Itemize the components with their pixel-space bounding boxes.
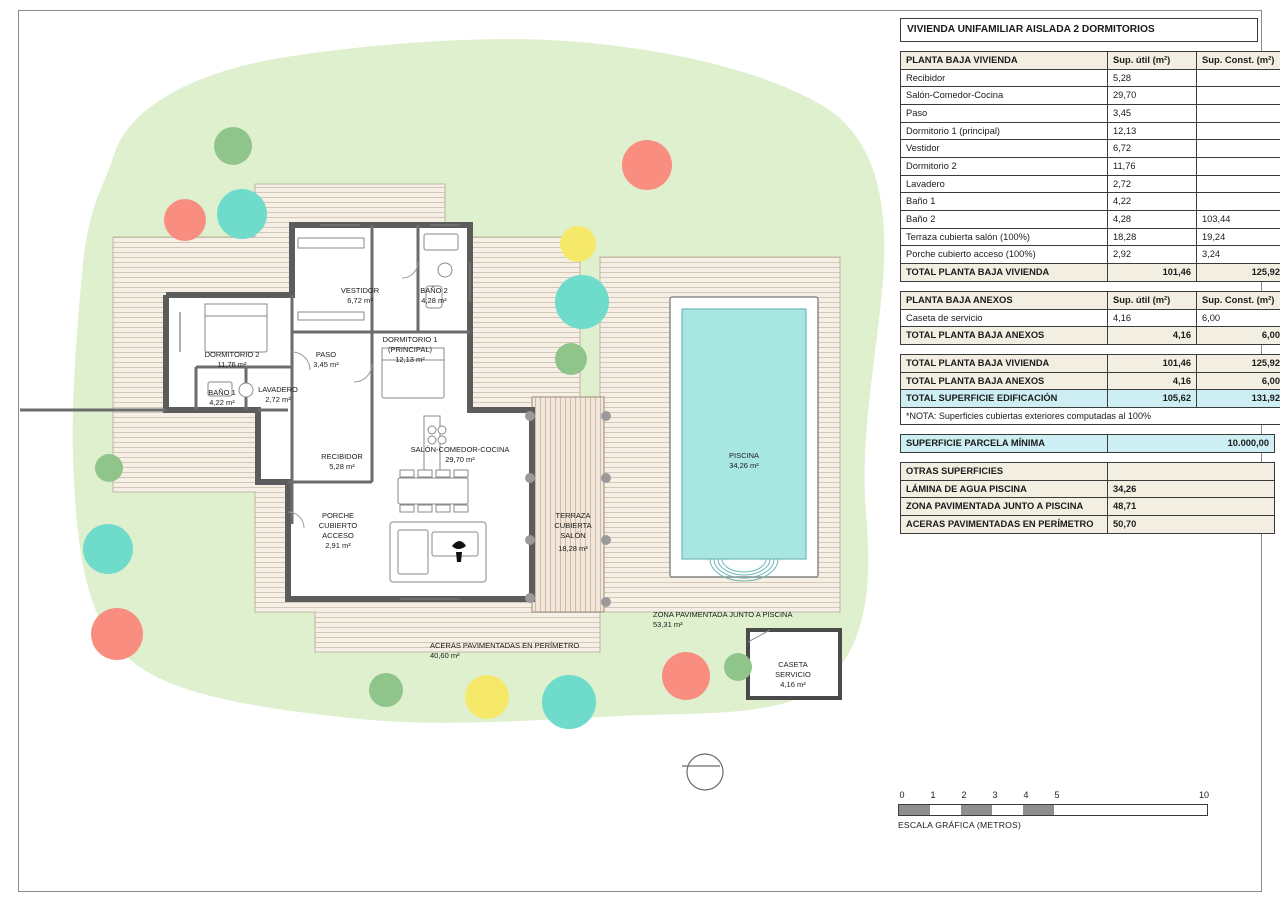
table-total-row: [901, 327, 1280, 345]
label-bano2-area: 4,28 m²: [421, 296, 447, 305]
label-aceras: ACERAS PAVIMENTADAS EN PERÍMETRO: [430, 641, 580, 650]
row-label: TOTAL PLANTA BAJA VIVIENDA: [901, 354, 1108, 372]
row-util: 4,28: [1108, 211, 1197, 229]
table-row: [901, 193, 1280, 211]
label-zona-pav-area: 53,31 m²: [653, 620, 683, 629]
label-piscina-area: 34,26 m²: [729, 461, 759, 470]
label-porche-1: PORCHE: [321, 511, 355, 520]
label-salon: SALÓN-COMEDOR-COCINA: [410, 445, 510, 454]
scale-tick: 10: [1198, 790, 1210, 800]
table-row: [901, 140, 1280, 158]
label-piscina: PISCINA: [728, 451, 760, 460]
label-dormitorio1-area: 12,13 m²: [395, 355, 425, 364]
label-dormitorio1: DORMITORIO 1: [382, 335, 438, 344]
table-header-row: [901, 51, 1280, 69]
header-const: Sup. Const. (m²): [1197, 51, 1280, 69]
total-util: 101,46: [1108, 264, 1197, 282]
scale-tick-labels: [898, 790, 1218, 804]
row-util: 18,28: [1108, 228, 1197, 246]
table-row: [901, 69, 1280, 87]
table-planta-baja-anexos: [900, 291, 1280, 345]
label-paso-area: 3,45 m²: [313, 360, 339, 369]
row-const: 3,24: [1197, 246, 1280, 264]
row-label: Salón-Comedor-Cocina: [901, 87, 1108, 105]
otras-header-blank: [1108, 463, 1275, 481]
scale-tick: 2: [961, 790, 967, 800]
row-util: 101,46: [1108, 354, 1197, 372]
label-zona-pav: ZONA PAVIMENTADA JUNTO A PISCINA: [653, 610, 793, 619]
parcela-row: [901, 435, 1275, 453]
note-text: *NOTA: Superficies cubiertas exteriores computadas al 100%: [901, 408, 1280, 425]
row-label: Dormitorio 1 (principal): [901, 122, 1108, 140]
graphic-scale: [898, 790, 1218, 830]
row-util: 5,28: [1108, 69, 1197, 87]
table-row: [901, 246, 1280, 264]
row-label: Paso: [901, 104, 1108, 122]
table-row: [901, 122, 1280, 140]
row-util: 12,13: [1108, 122, 1197, 140]
label-dormitorio2-area: 11,76 m²: [217, 360, 247, 369]
row-label: Baño 2: [901, 211, 1108, 229]
sheet-title: VIVIENDA UNIFAMILIAR AISLADA 2 DORMITORIOS: [901, 19, 1258, 42]
scale-tick: 1: [930, 790, 936, 800]
label-aceras-area: 40,60 m²: [430, 651, 460, 660]
table-row: [901, 228, 1280, 246]
parcela-label: SUPERFICIE PARCELA MÍNIMA: [901, 435, 1108, 453]
label-caseta-1: CASETA: [778, 660, 808, 669]
row-label: ACERAS PAVIMENTADAS EN PERÍMETRO: [901, 516, 1108, 534]
table-row: [901, 354, 1280, 372]
table-header-row: [901, 291, 1280, 309]
row-const: [1197, 122, 1280, 140]
otras-header-row: [901, 463, 1275, 481]
otras-header: OTRAS SUPERFICIES: [901, 463, 1108, 481]
row-util: 4,16: [1108, 309, 1197, 327]
label-vestidor-area: 6,72 m²: [347, 296, 373, 305]
label-caseta-2: SERVICIO: [775, 670, 811, 679]
north-symbol: [682, 754, 723, 790]
row-value: 48,71: [1108, 498, 1275, 516]
table-row: [901, 372, 1280, 390]
row-const: 6,00: [1197, 372, 1280, 390]
total-util: 4,16: [1108, 327, 1197, 345]
row-const: 103,44: [1197, 211, 1280, 229]
row-const: [1197, 87, 1280, 105]
header-const: Sup. Const. (m²): [1197, 291, 1280, 309]
row-label: ZONA PAVIMENTADA JUNTO A PISCINA: [901, 498, 1108, 516]
row-const: [1197, 193, 1280, 211]
scale-caption: ESCALA GRÁFICA (METROS): [898, 820, 1022, 830]
label-terraza-1: TERRAZA: [555, 511, 591, 520]
table-total-highlight-row: [901, 390, 1280, 408]
row-const: 125,92: [1197, 354, 1280, 372]
label-salon-area: 29,70 m²: [445, 455, 475, 464]
row-util: 2,92: [1108, 246, 1197, 264]
parcela-value: 10.000,00: [1108, 435, 1275, 453]
label-recibidor-area: 5,28 m²: [329, 462, 355, 471]
row-label: Vestidor: [901, 140, 1108, 158]
row-util: 2,72: [1108, 175, 1197, 193]
areas-panel: [900, 18, 1280, 543]
scale-segment: [899, 805, 930, 815]
total-label: TOTAL PLANTA BAJA ANEXOS: [901, 327, 1108, 345]
label-porche-3: ACCESO: [322, 531, 354, 540]
row-label: Baño 1: [901, 193, 1108, 211]
label-lavadero-area: 2,72 m²: [265, 395, 291, 404]
label-terraza-area: 18,28 m²: [558, 544, 588, 553]
table-parcela: [900, 434, 1275, 453]
row-util: 6,72: [1108, 140, 1197, 158]
row-label: LÁMINA DE AGUA PISCINA: [901, 480, 1108, 498]
total-const: 6,00: [1197, 327, 1280, 345]
label-dormitorio1-sub: (PRINCIPAL): [387, 345, 433, 354]
scale-tick: 4: [1023, 790, 1029, 800]
label-vestidor: VESTIDOR: [340, 286, 380, 295]
label-dormitorio2: DORMITORIO 2: [204, 350, 260, 359]
row-const: 6,00: [1197, 309, 1280, 327]
row-label: Porche cubierto acceso (100%): [901, 246, 1108, 264]
row-util: 3,45: [1108, 104, 1197, 122]
total-util: 105,62: [1108, 390, 1197, 408]
table-planta-baja-vivienda: [900, 51, 1280, 282]
label-recibidor: RECIBIDOR: [321, 452, 363, 461]
total-const: 125,92: [1197, 264, 1280, 282]
label-bano1: BAÑO 1: [208, 388, 236, 397]
row-util: 4,16: [1108, 372, 1197, 390]
table-row: [901, 87, 1280, 105]
row-label: Lavadero: [901, 175, 1108, 193]
table-row: [901, 211, 1280, 229]
site-plan: [20, 12, 900, 882]
row-const: 19,24: [1197, 228, 1280, 246]
label-caseta-area: 4,16 m²: [780, 680, 806, 689]
sheet-title-row: [901, 19, 1258, 42]
scale-segment: [1023, 805, 1054, 815]
table-row: [901, 480, 1275, 498]
row-const: [1197, 69, 1280, 87]
row-const: [1197, 104, 1280, 122]
scale-tick: 3: [992, 790, 998, 800]
label-bano1-area: 4,22 m²: [209, 398, 235, 407]
scale-segment: [961, 805, 992, 815]
table-totales: [900, 354, 1280, 425]
table-row: [901, 309, 1280, 327]
table-row: [901, 498, 1275, 516]
header-label: PLANTA BAJA VIVIENDA: [901, 51, 1108, 69]
total-const: 131,92: [1197, 390, 1280, 408]
label-lavadero: LAVADERO: [258, 385, 298, 394]
label-paso: PASO: [315, 350, 337, 359]
row-label: Recibidor: [901, 69, 1108, 87]
row-label: Terraza cubierta salón (100%): [901, 228, 1108, 246]
row-label: Dormitorio 2: [901, 157, 1108, 175]
row-value: 34,26: [1108, 480, 1275, 498]
header-util: Sup. útil (m²): [1108, 51, 1197, 69]
table-otras-superficies: [900, 462, 1275, 534]
row-label: TOTAL PLANTA BAJA ANEXOS: [901, 372, 1108, 390]
scale-bar: [898, 804, 1208, 816]
label-bano2: BAÑO 2: [420, 286, 448, 295]
row-value: 50,70: [1108, 516, 1275, 534]
header-label: PLANTA BAJA ANEXOS: [901, 291, 1108, 309]
table-row: [901, 175, 1280, 193]
row-util: 11,76: [1108, 157, 1197, 175]
total-label: TOTAL PLANTA BAJA VIVIENDA: [901, 264, 1108, 282]
label-terraza-3: SALÓN: [560, 531, 586, 540]
label-terraza-2: CUBIERTA: [554, 521, 592, 530]
row-const: [1197, 140, 1280, 158]
row-util: 29,70: [1108, 87, 1197, 105]
table-row: [901, 516, 1275, 534]
row-const: [1197, 157, 1280, 175]
table-row: [901, 104, 1280, 122]
label-porche-2: CUBIERTO: [318, 521, 358, 530]
table-note-row: [901, 408, 1280, 425]
covered-terrace-area: [532, 397, 604, 612]
pool-water: [682, 309, 806, 559]
scale-tick: 5: [1054, 790, 1060, 800]
sheet-title-table: [900, 18, 1258, 42]
row-util: 4,22: [1108, 193, 1197, 211]
header-util: Sup. útil (m²): [1108, 291, 1197, 309]
label-porche-area: 2,91 m²: [325, 541, 351, 550]
row-const: [1197, 175, 1280, 193]
table-row: [901, 157, 1280, 175]
table-total-row: [901, 264, 1280, 282]
scale-tick: 0: [899, 790, 905, 800]
total-label: TOTAL SUPERFICIE EDIFICACIÓN: [901, 390, 1108, 408]
row-label: Caseta de servicio: [901, 309, 1108, 327]
